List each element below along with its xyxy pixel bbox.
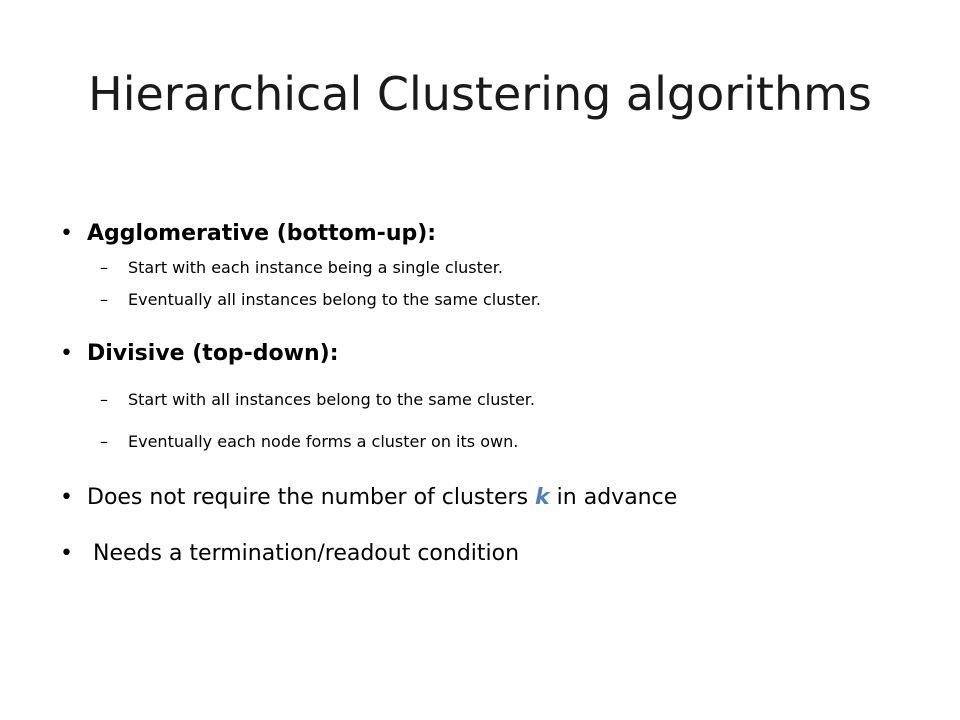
bullet-glyph: • xyxy=(60,541,73,566)
slide-title: Hierarchical Clustering algorithms xyxy=(88,67,872,121)
bullet-glyph: • xyxy=(60,341,73,366)
bullet-heading: Agglomerative (bottom-up): xyxy=(87,221,437,246)
bullet-text-after: in advance xyxy=(549,485,678,510)
dash-glyph: – xyxy=(100,390,108,409)
bullet-heading: Divisive (top-down): xyxy=(87,341,339,366)
bullet-glyph: • xyxy=(60,485,73,510)
dash-glyph: – xyxy=(100,290,108,309)
bullet-text: Needs a termination/readout condition xyxy=(93,541,520,566)
sub-bullet-text: Eventually all instances belong to the same cluster. xyxy=(128,290,542,309)
dash-glyph: – xyxy=(100,258,108,277)
bullet-text-before: Does not require the number of clusters xyxy=(87,485,536,510)
bullet-text xyxy=(87,482,677,514)
sub-bullet-text: Eventually each node forms a cluster on its own. xyxy=(128,432,519,451)
dash-glyph: – xyxy=(100,432,108,451)
k-variable: k xyxy=(535,485,550,510)
sub-bullet-text: Start with all instances belong to the same cluster. xyxy=(128,390,535,409)
bullet-glyph: • xyxy=(60,221,73,246)
sub-bullet-text: Start with each instance being a single cluster. xyxy=(128,258,503,277)
